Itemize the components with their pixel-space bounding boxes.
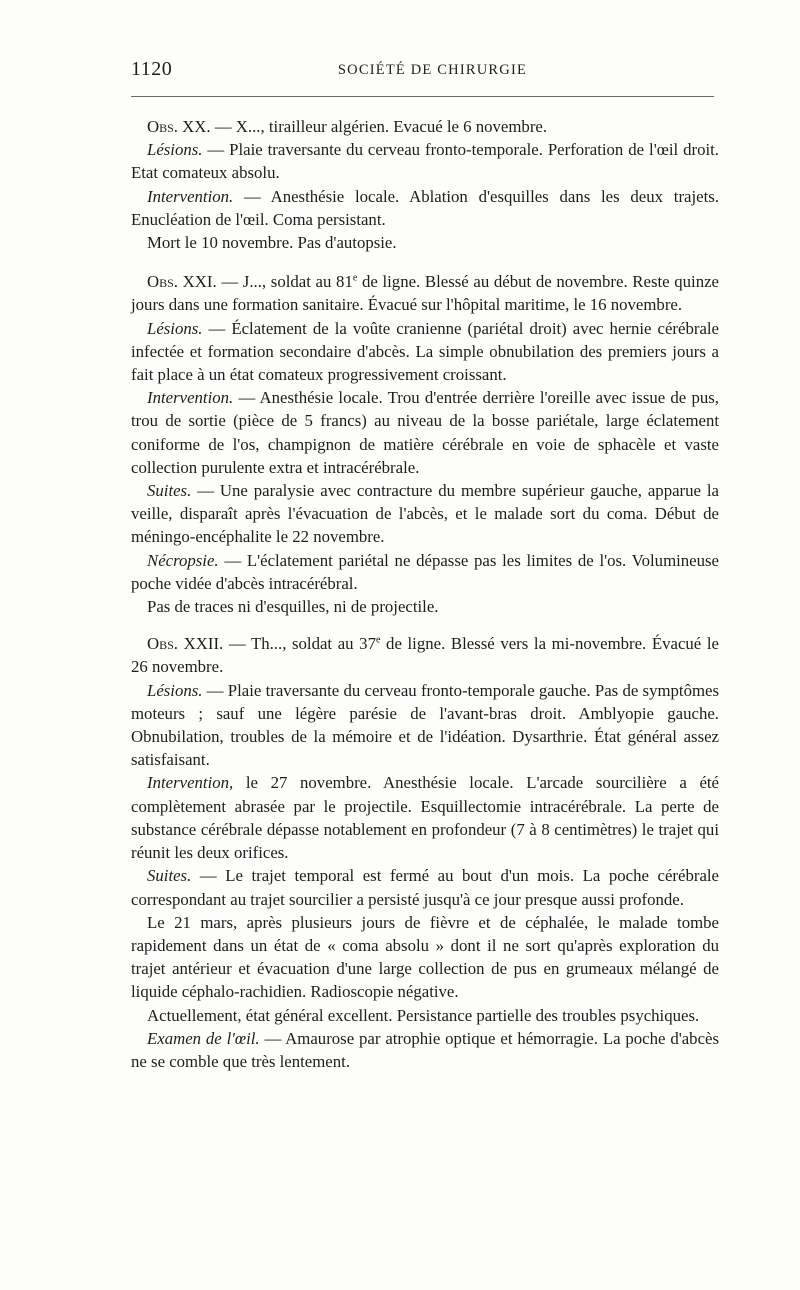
obs-label: Obs. XXI.: [147, 272, 217, 292]
obs-xxi-intro: [131, 270, 719, 316]
obs-xxii-current-state: [131, 1004, 719, 1027]
paragraph-text: — Th..., soldat au 37: [223, 634, 376, 654]
paragraph-text: Actuellement, état général excellent. Persistance partielle des troubles psychiques.: [147, 1005, 700, 1025]
obs-xx-lesions: [131, 138, 719, 184]
obs-xxi-suites: [131, 479, 719, 549]
running-head: SOCIÉTÉ DE CHIRURGIE: [337, 62, 528, 78]
section-label: Lésions.: [147, 680, 203, 700]
section-label: Suites.: [147, 866, 192, 886]
section-label: Intervention.: [147, 388, 234, 408]
paragraph-text: — L'éclatement pariétal ne dépasse pas les limites de l'os. Volumineuse poche vidée d'abcès intracérébral.: [131, 550, 719, 593]
section-label: Lésions.: [147, 140, 203, 160]
observation-xx: [131, 115, 719, 254]
obs-xxii-suites: [131, 864, 719, 910]
section-label: Intervention,: [147, 773, 234, 793]
paragraph-text: — J..., soldat au 81: [216, 272, 353, 292]
ordinal-superscript: e: [352, 272, 358, 284]
obs-label: Obs. XXII.: [147, 634, 224, 654]
paragraph-text: de ligne. Blessé au début de novembre. Reste quinze jours dans une formation sanitaire. Évacué sur l'hôpital maritime, le 16 novembre.: [131, 272, 719, 315]
obs-label: Obs. XX.: [147, 117, 211, 136]
section-gap: [131, 618, 719, 632]
paragraph-text: Le 21 mars, après plusieurs jours de fièvre et de céphalée, le malade tombe rapidement dans un état de « coma absolu » dont il ne sort qu'après exploration du trajet antérieur et évacuation d'une large collection de pus en grumeaux mélangé de liquide céphalo-rachidien. Radioscopie négative.: [131, 912, 719, 1002]
obs-xxi-note: [131, 595, 719, 618]
section-label: Intervention.: [147, 186, 234, 206]
paragraph-text: — Une paralysie avec contracture du membre supérieur gauche, apparue la veille, disparaît après l'évacuation de l'abcès, et le malade sort du coma. Début de méningo-encéphalite le 22 novembre.: [131, 481, 719, 547]
obs-xxii-eye-exam: [131, 1027, 719, 1073]
obs-xxi-intervention: [131, 386, 719, 479]
header-rule: [131, 96, 714, 97]
obs-xxi-lesions: [131, 317, 719, 387]
obs-xx-intervention: [131, 185, 719, 231]
obs-xxii-relapse: [131, 911, 719, 1004]
body-text: [131, 115, 719, 1073]
obs-xxii-lesions: [131, 679, 719, 772]
paragraph-text: — Anesthésie locale. Ablation d'esquilles dans les deux trajets. Enucléation de l'œil. Coma persistant.: [131, 186, 719, 229]
page-number: 1120: [131, 58, 173, 80]
observation-xxii: [131, 632, 719, 1073]
paragraph-text: — Éclatement de la voûte cranienne (pariétal droit) avec hernie cérébrale infectée et formation secondaire d'abcès. La simple obnubilation des premiers jours a fait place à un état comateux progressivement croissant.: [131, 318, 719, 385]
paragraph-text: Pas de traces ni d'esquilles, ni de projectile.: [147, 597, 439, 617]
obs-xxii-intro: [131, 632, 719, 678]
obs-xxii-intervention: [131, 771, 719, 864]
paragraph-text: — X..., tirailleur algérien. Evacué le 6 novembre.: [210, 117, 548, 136]
paragraph-text: — Plaie traversante du cerveau fronto-temporale gauche. Pas de symptômes moteurs ; sauf une légère parésie de l'avant-bras droit. Amblyopie gauche. Obnubilation, troubles de la mémoire et de l'idéation. Dysarthrie. État général assez satisfaisant.: [131, 680, 719, 770]
paragraph-text: — Amaurose par atrophie optique et hémorragie. La poche d'abcès ne se comble que très lentement.: [131, 1028, 719, 1071]
ordinal-superscript: e: [375, 634, 381, 646]
section-label: Lésions.: [147, 318, 203, 338]
page-header: [131, 58, 714, 84]
obs-xx-intro: [131, 115, 719, 138]
paragraph-text: — Anesthésie locale. Trou d'entrée derrière l'oreille avec issue de pus, trou de sortie (pièce de 5 francs) au niveau de la bosse pariétale, large éclatement coniforme de l'os, champignon de matière cérébrale en voie de sphacèle et vaste collection purulente extra et intracérébrale.: [131, 388, 719, 477]
paragraph-text: le 27 novembre. Anesthésie locale. L'arcade sourcilière a été complètement abrasée par le projectile. Esquillectomie intracérébrale. La perte de substance cérébrale dépasse notablement en profondeur (7 à 8 centimètres) le trajet qui réunit les deux orifices.: [131, 773, 719, 863]
section-label: Examen de l'œil.: [147, 1028, 260, 1048]
observation-xxi: [131, 270, 719, 618]
section-label: Nécropsie.: [147, 550, 219, 570]
paragraph-text: — Le trajet temporal est fermé au bout d'un mois. La poche cérébrale correspondant au trajet sourcilier a persisté jusqu'à ce jour presque aussi profonde.: [131, 866, 719, 909]
paragraph-text: de ligne. Blessé vers la mi-novembre. Évacué le 26 novembre.: [131, 634, 719, 677]
obs-xxi-necropsie: [131, 549, 719, 595]
section-gap: [131, 254, 719, 270]
paragraph-text: — Plaie traversante du cerveau fronto-temporale. Perforation de l'œil droit. Etat comateux absolu.: [131, 140, 719, 183]
section-label: Suites.: [147, 481, 192, 501]
obs-xx-outcome: [131, 231, 719, 254]
paragraph-text: Mort le 10 novembre. Pas d'autopsie.: [147, 233, 397, 253]
